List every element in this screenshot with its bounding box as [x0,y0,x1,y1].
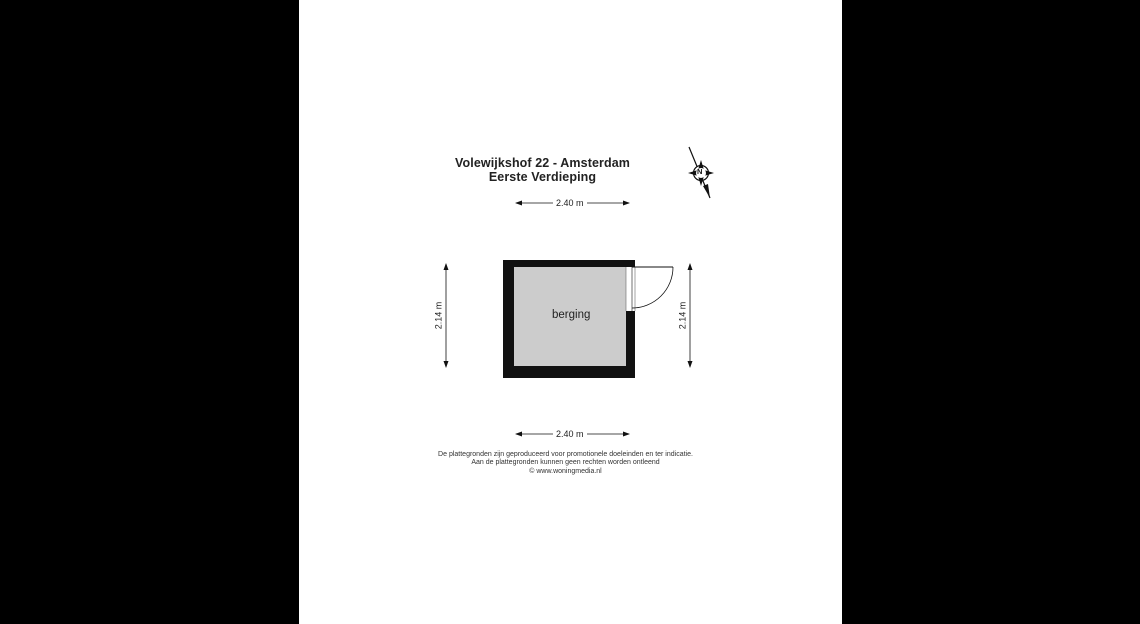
plan-title: Volewijkshof 22 - Amsterdam [455,156,630,170]
disclaimer-line-1: De plattegronden zijn geproduceerd voor promotionele doeleinden en ter indicatie. [438,451,693,458]
floor-name: Eerste Verdieping [488,170,597,184]
disclaimer [294,451,837,476]
dimension-left-label: 2.14 m [433,299,444,333]
compass-north-letter: N [697,167,703,176]
room-label: berging [552,309,591,321]
dimension-bottom-label: 2.40 m [553,429,587,440]
disclaimer-line-2: Aan de plattegronden kunnen geen rechten worden ontleend [471,459,660,467]
dimension-top-label: 2.40 m [553,198,587,209]
dimension-right-label: 2.14 m [677,299,688,333]
door-swing [632,267,673,311]
copyright-line: © www.woningmedia.nl [529,467,602,475]
floorplan-sheet [299,0,842,624]
